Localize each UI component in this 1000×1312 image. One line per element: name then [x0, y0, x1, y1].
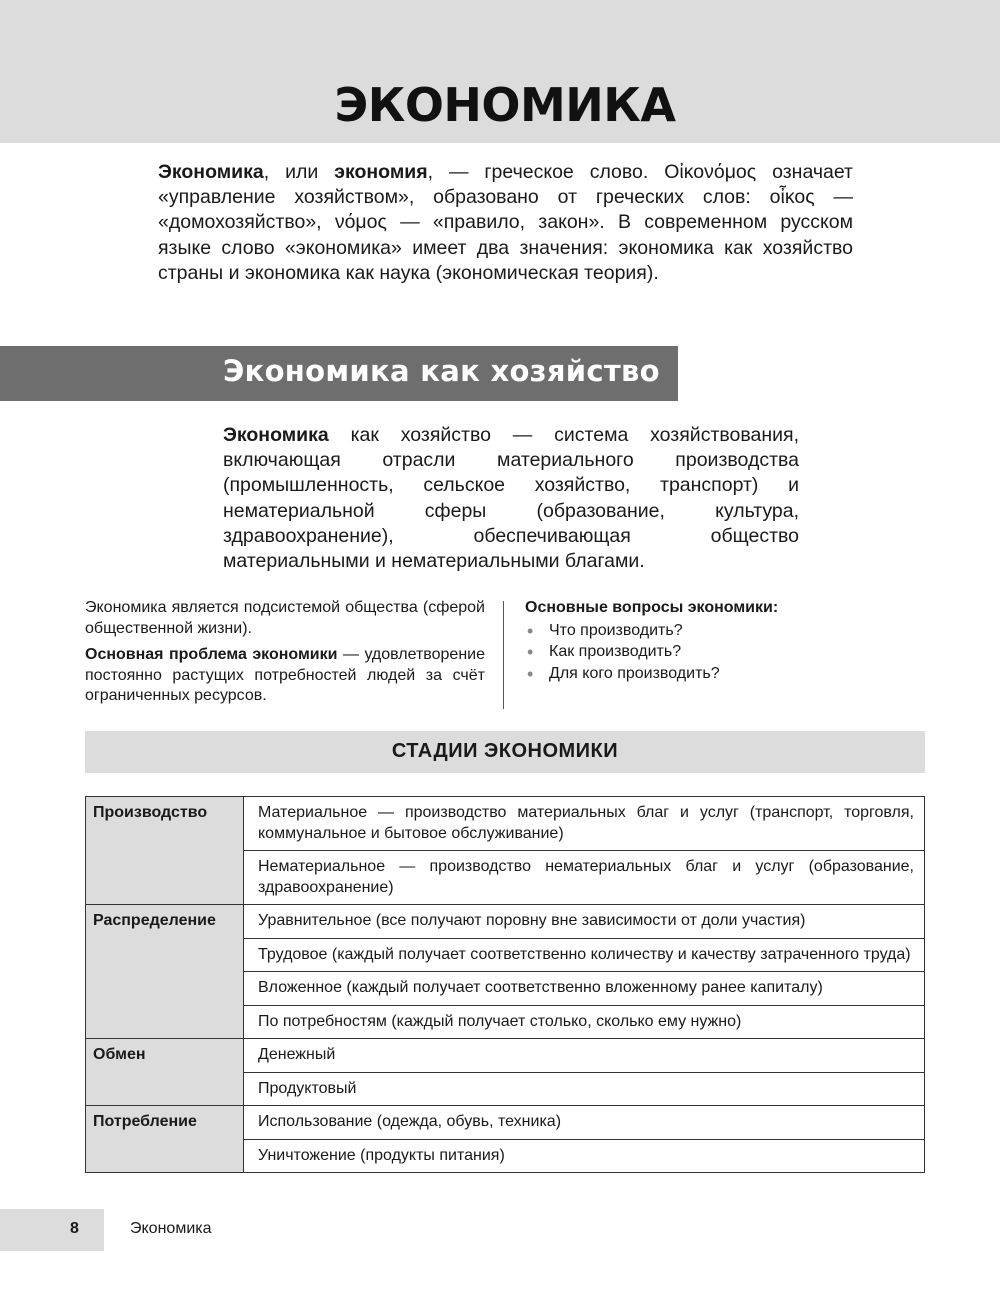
table-row: [86, 905, 925, 939]
stages-table: [85, 796, 925, 1173]
table-row: [86, 1106, 925, 1140]
page-number: 8: [70, 1220, 79, 1237]
stages-title: СТАДИИ ЭКОНОМИКИ: [391, 740, 619, 762]
stage-consumption: Потребление: [86, 1106, 244, 1173]
table-cell: Вложенное (каждый получает соответственно вложенному ранее капиталу): [244, 972, 925, 1006]
definition-paragraph: [223, 423, 799, 574]
stage-production: Производство: [86, 797, 244, 905]
page-title: ЭКОНОМИКА: [334, 78, 676, 132]
main-problem-term: Основная проблема экономики: [85, 646, 338, 663]
section-title: Экономика как хозяйство: [223, 354, 660, 388]
stage-exchange: Обмен: [86, 1039, 244, 1106]
bullet-icon: •: [527, 663, 534, 684]
table-cell: Материальное — производство материальных благ и услуг (транспорт, торговля, коммунальное и бытовое обслуживание): [244, 797, 925, 851]
questions-list: [525, 621, 825, 685]
table-cell: Продуктовый: [244, 1072, 925, 1106]
table-cell: Трудовое (каждый получает соответственно количеству и качеству затраченного труда): [244, 938, 925, 972]
stage-distribution: Распределение: [86, 905, 244, 1039]
list-item: [525, 642, 825, 663]
main-problem-text: — удовлетворение постоянно растущих потребностей людей за счёт ограниченных ресурсов.: [85, 646, 485, 704]
intro-text-1: , или: [263, 161, 335, 183]
table-cell: Нематериальное — производство нематериальных благ и услуг (образование, здравоохранение): [244, 851, 925, 905]
table-cell: Использование (одежда, обувь, техника): [244, 1106, 925, 1140]
question-text: Как производить?: [549, 643, 682, 660]
intro-term-1: Экономика: [158, 161, 264, 183]
table-row: [86, 797, 925, 851]
column-divider: [503, 601, 504, 709]
intro-term-2: экономия: [334, 161, 428, 183]
intro-text-2: , — греческое слово. Οἰκονόμος означает «управление хозяйством», образовано от греческих слов: οἶκος — «домохозяйство», νόμος — «правило, закон». В современном русском языке слово «экономика» имеет два значения: экономика как хозяйство страны и экономика как наука (экономическая теория).: [158, 161, 853, 284]
definition-text: как хозяйство — система хозяйствования, включающая отрасли материального производства (промышленность, сельское хозяйство, транспорт) и нематериальной сферы (образование, культура, здравоохранение), обеспечивающая общество материальными и нематериальными благами.: [223, 424, 799, 573]
table-cell: По потребностям (каждый получает столько, сколько ему нужно): [244, 1005, 925, 1039]
questions-title: Основные вопросы экономики:: [525, 599, 779, 616]
question-text: Что производить?: [549, 621, 683, 639]
question-text: Для кого производить?: [549, 664, 720, 682]
bullet-icon: •: [527, 620, 534, 641]
table-cell: Денежный: [244, 1039, 925, 1073]
table-cell: Уничтожение (продукты питания): [244, 1139, 925, 1173]
left-column: [85, 598, 485, 713]
bullet-icon: •: [527, 642, 534, 662]
list-item: [525, 664, 825, 685]
table-cell: Уравнительное (все получают поровну вне зависимости от доли участия): [244, 905, 925, 939]
subsystem-paragraph: Экономика является подсистемой общества (сферой общественной жизни).: [85, 599, 485, 637]
right-column: [525, 598, 825, 685]
definition-term: Экономика: [223, 424, 329, 446]
footer-label: Экономика: [130, 1220, 212, 1237]
main-problem-paragraph: [85, 645, 485, 707]
page-number-box: [0, 1209, 104, 1251]
list-item: [525, 621, 825, 642]
intro-paragraph: [158, 160, 853, 286]
table-row: [86, 1039, 925, 1073]
